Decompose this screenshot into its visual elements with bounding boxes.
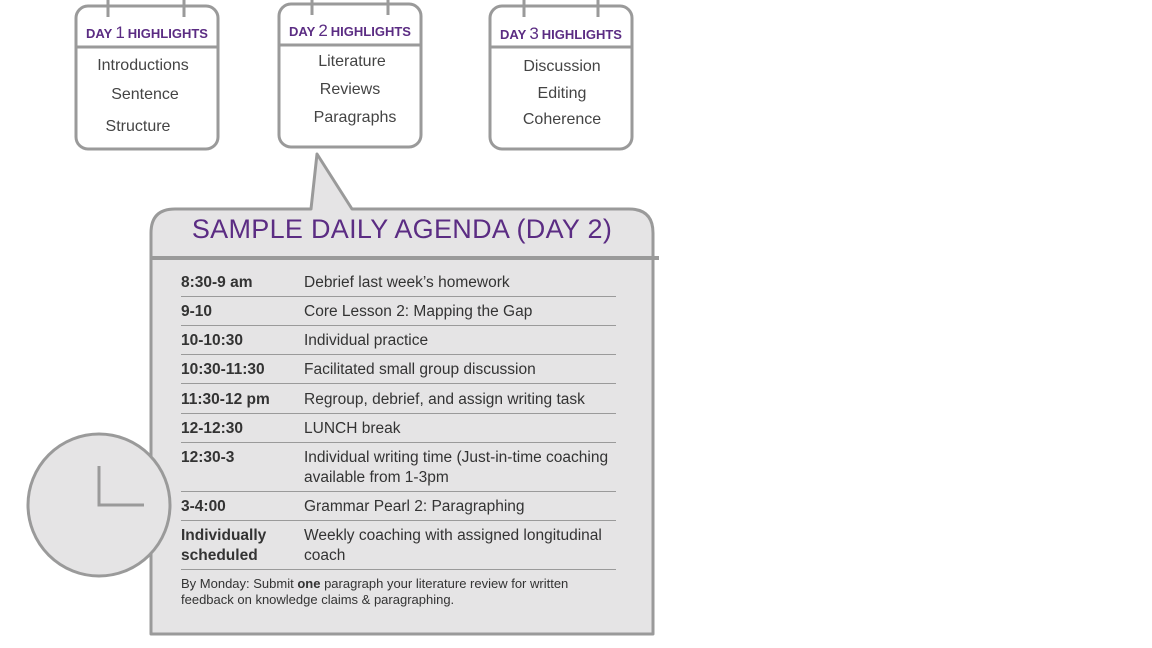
agenda-row bbox=[181, 526, 616, 570]
agenda-row bbox=[181, 360, 616, 384]
agenda-time: 8:30-9 am bbox=[181, 274, 253, 291]
agenda-time: 10:30-11:30 bbox=[181, 361, 265, 378]
agenda-time: 9-10 bbox=[181, 303, 213, 320]
clock-icon bbox=[28, 434, 170, 576]
day-3-header bbox=[490, 19, 632, 49]
agenda-row bbox=[181, 302, 616, 326]
agenda-row bbox=[181, 273, 616, 297]
footnote-text-rest: paragraph your literature review for written feedback on knowledge claims & paragraphing. bbox=[181, 576, 569, 607]
day-2-suffix: HIGHLIGHTS bbox=[330, 23, 411, 39]
agenda-time: 11:30-12 pm bbox=[181, 391, 270, 408]
agenda-activity: LUNCH break bbox=[304, 420, 401, 437]
day-3-item: Coherence bbox=[522, 111, 602, 128]
day-2-prefix: DAY bbox=[289, 23, 316, 39]
agenda-activity: Grammar Pearl 2: Paragraphing bbox=[304, 498, 525, 515]
day-2-item: Literature bbox=[318, 53, 386, 70]
agenda-time: 3-4:00 bbox=[181, 498, 226, 515]
agenda-row bbox=[181, 497, 616, 521]
agenda-row bbox=[181, 419, 616, 443]
day-3-prefix: DAY bbox=[500, 26, 527, 42]
agenda-time: 12-12:30 bbox=[181, 420, 244, 437]
day-1-prefix: DAY bbox=[86, 25, 113, 41]
agenda-row bbox=[181, 390, 616, 414]
agenda-activity: Core Lesson 2: Mapping the Gap bbox=[304, 303, 533, 320]
agenda-row bbox=[181, 331, 616, 355]
agenda-activity: Regroup, debrief, and assign writing task bbox=[304, 391, 585, 408]
day-3-item: Editing bbox=[537, 85, 587, 102]
agenda-activity: Facilitated small group discussion bbox=[304, 361, 536, 378]
agenda-activity: Individual practice bbox=[304, 332, 429, 349]
day-1-item: Structure bbox=[105, 118, 171, 135]
day-1-header bbox=[76, 18, 218, 48]
agenda-activity: Individual writing time (Just-in-time coaching available from 1-3pm bbox=[304, 449, 609, 486]
day-3-number: 3 bbox=[529, 24, 539, 43]
agenda-row bbox=[181, 448, 616, 492]
agenda-title: SAMPLE DAILY AGENDA (DAY 2) bbox=[191, 214, 613, 244]
agenda-time: 12:30-3 bbox=[181, 449, 235, 466]
agenda-footnote bbox=[181, 576, 621, 608]
day-2-item: Reviews bbox=[319, 81, 381, 98]
agenda-activity: Weekly coaching with assigned longitudinal coach bbox=[304, 527, 602, 564]
day-1-item: Introductions bbox=[97, 57, 189, 74]
day-2-header bbox=[279, 16, 421, 46]
agenda-activity: Debrief last week’s homework bbox=[304, 274, 510, 291]
day-1-item: Sentence bbox=[111, 86, 179, 103]
day-1-suffix: HIGHLIGHTS bbox=[127, 25, 208, 41]
day-2-number: 2 bbox=[318, 21, 328, 40]
day-3-item: Discussion bbox=[523, 58, 601, 75]
footnote-emphasis: one bbox=[297, 576, 321, 591]
day-2-item: Paragraphs bbox=[313, 109, 397, 126]
day-3-suffix: HIGHLIGHTS bbox=[541, 26, 622, 42]
agenda-time: 10-10:30 bbox=[181, 332, 244, 349]
footnote-text: By Monday: Submit bbox=[181, 576, 298, 591]
day-1-number: 1 bbox=[115, 23, 125, 42]
agenda-time: Individually scheduled bbox=[181, 527, 267, 564]
